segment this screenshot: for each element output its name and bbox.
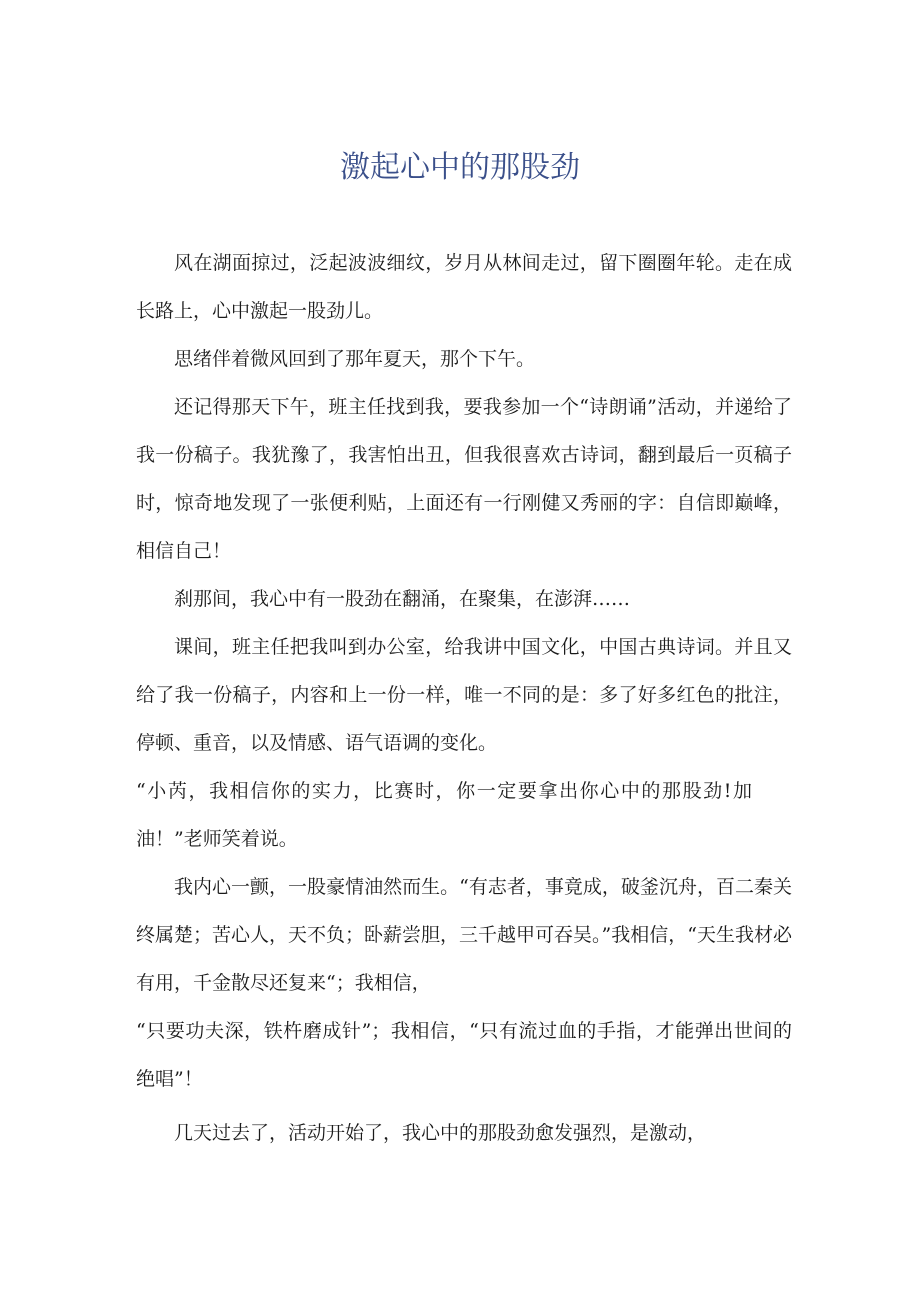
paragraph-2: 思绪伴着微风回到了那年夏天，那个下午。 — [174, 348, 536, 370]
paragraph-6: “小芮，我相信你的实力，比赛时，你一定要拿出你心中的那股劲!加油！”老师笑着说。 — [136, 780, 752, 850]
paragraph-7: 我内心一颤，一股豪情油然而生。“有志者，事竟成，破釜沉舟，百二秦关终属楚；苦心人，天不负；卧薪尝胆，三千越甲可吞吴。”我相信，“天生我材必有用，千金散尽还复来“；我相信， — [136, 876, 792, 994]
document-body — [136, 239, 792, 1157]
paragraph-5: 课间，班主任把我叫到办公室，给我讲中国文化，中国古典诗词。并且又给了我一份稿子，内容和上一份一样，唯一不同的是：多了好多红色的批注，停顿、重音，以及情感、语气语调的变化。 — [136, 636, 792, 754]
page-title: 激起心中的那股劲 — [340, 150, 580, 185]
paragraph-8: “只要功夫深，铁杵磨成针”；我相信，“只有流过血的手指，才能弹出世间的绝唱”！ — [136, 1020, 792, 1090]
paragraph-1: 风在湖面掠过，泛起波波细纹，岁月从林间走过，留下圈圈年轮。走在成长路上，心中激起一股劲儿。 — [136, 252, 792, 322]
paragraph-3: 还记得那天下午，班主任找到我，要我参加一个“诗朗诵”活动，并递给了我一份稿子。我犹豫了，我害怕出丑，但我很喜欢古诗词，翻到最后一页稿子时，惊奇地发现了一张便利贴，上面还有一行刚健又秀丽的字：自信即巅峰，相信自己！ — [136, 396, 792, 562]
paragraph-9: 几天过去了，活动开始了，我心中的那股劲愈发强烈，是激动， — [174, 1122, 707, 1144]
paragraph-4: 刹那间，我心中有一股劲在翻涌，在聚集，在澎湃…… — [174, 588, 631, 610]
